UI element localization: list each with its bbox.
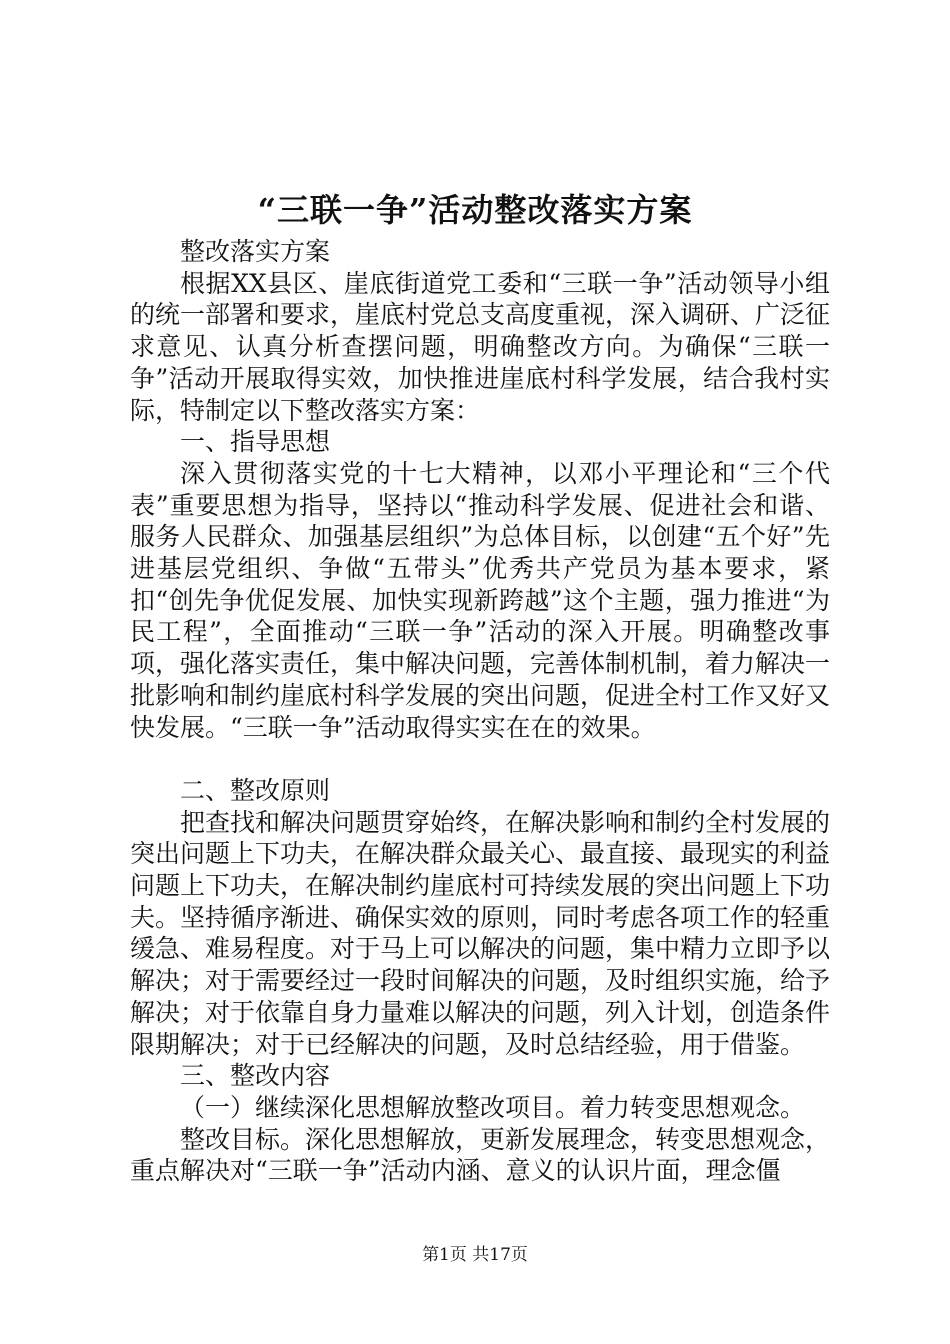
paragraph-goal: 整改目标。深化思想解放，更新发展理念，转变思想观念，重点解决对“三联一争”活动内涵、意义的认识片面，理念僵	[130, 1124, 831, 1186]
section-heading-guiding-thought: 一、指导思想	[180, 427, 331, 457]
subsection-heading-1: （一）继续深化思想解放整改项目。着力转变思想观念。	[180, 1092, 806, 1122]
paragraph-heading-plan: 整改落实方案	[180, 237, 331, 266]
document-body	[130, 236, 830, 1187]
section-heading-principles: 二、整改原则	[180, 775, 331, 805]
paragraph-guiding-thought: 深入贯彻落实党的十七大精神，以邓小平理论和“三个代表”重要思想为指导，坚持以“推动科学发展、促进社会和谐、服务人民群众、加强基层组织”为总体目标，以创建“五个好”先进基层党组织、争做“五带头”优秀共产党员为基本要求，紧扣“创先争优促发展、加快实现新跨越”这个主题，强力推进“为民工程”，全面推动“三联一争”活动的深入开展。明确整改事项，强化落实责任，集中解决问题，完善体制机制，着力解决一批影响和制约崖底村科学发展的突出问题，促进全村工作又好又快发展。“三联一争”活动取得实实在在的效果。	[130, 458, 831, 742]
paragraph-spacer	[130, 743, 830, 775]
page-footer: 第1页 共17页	[422, 1245, 528, 1265]
paragraph-principles: 把查找和解决问题贯穿始终，在解决影响和制约全村发展的突出问题上下功夫，在解决群众最关心、最直接、最现实的利益问题上下功夫，在解决制约崖底村可持续发展的突出问题上下功夫。坚持循序渐进、确保实效的原则，同时考虑各项工作的轻重缓急、难易程度。对于马上可以解决的问题，集中精力立即予以解决；对于需要经过一段时间解决的问题，及时组织实施，给予解决；对于依靠自身力量难以解决的问题，列入计划，创造条件限期解决；对于已经解决的问题，及时总结经验，用于借鉴。	[130, 807, 831, 1059]
paragraph-intro: 根据XX县区、崖底街道党工委和“三联一争”活动领导小组的统一部署和要求，崖底村党总支高度重视，深入调研、广泛征求意见、认真分析查摆问题，明确整改方向。为确保“三联一争”活动开展取得实效，加快推进崖底村科学发展，结合我村实际，特制定以下整改落实方案：	[130, 268, 831, 425]
document-title: “三联一争”活动整改落实方案	[257, 191, 693, 229]
section-heading-content: 三、整改内容	[180, 1061, 331, 1091]
